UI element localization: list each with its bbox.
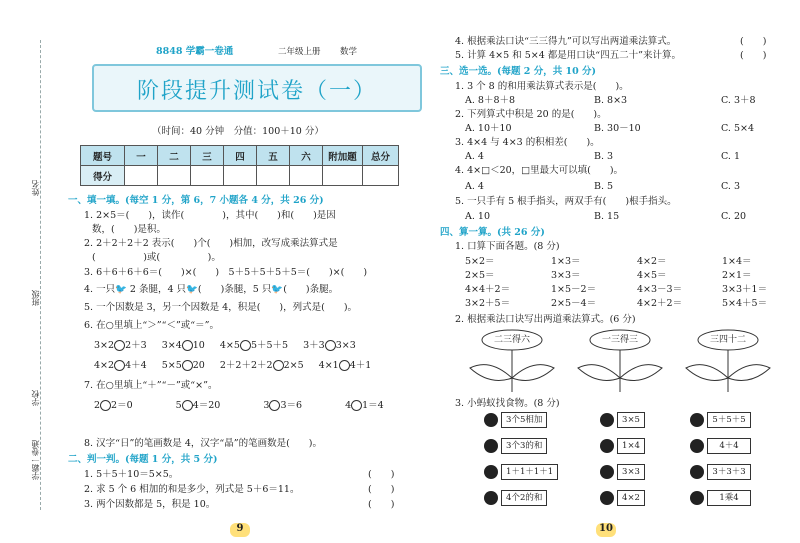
ant-icon: [690, 413, 704, 427]
page-header: [78, 42, 430, 64]
calc-item[interactable]: 1×4＝: [722, 256, 752, 267]
target-card[interactable]: [690, 490, 751, 506]
ant-card[interactable]: [484, 412, 547, 428]
score-cell[interactable]: [290, 166, 323, 186]
target-label: 1乘4: [707, 490, 751, 506]
calc-item[interactable]: 1×3＝: [551, 256, 581, 267]
operator-circle[interactable]: [100, 400, 111, 411]
margin-label-name: 姓名: [31, 180, 40, 196]
question-1-line-2: 数，( )是积。: [92, 224, 166, 235]
operator-circle[interactable]: [269, 400, 280, 411]
compare-circle[interactable]: [273, 360, 284, 371]
judge-2: 2. 求 5 个 6 相加的和是多少，列式是 5＋6＝11。: [84, 484, 300, 495]
table-header-cell: 二: [158, 146, 191, 166]
choice-5: 5. 一只手有 5 根手指头，两双手有( )根手指头。: [455, 196, 677, 207]
score-cell[interactable]: [191, 166, 224, 186]
question-1-line-1: 1. 2×5＝( )，读作( )，其中( )和( )是因: [84, 210, 336, 221]
score-cell[interactable]: [224, 166, 257, 186]
table-header-cell: 六: [290, 146, 323, 166]
table-header-cell: 附加题: [323, 146, 363, 166]
question-5: 5. 一个因数是 3，另一个因数是 4，积是( )，列式是( )。: [84, 302, 358, 313]
choice-4: 4. 4×□＜20，□里最大可以填( )。: [455, 165, 624, 176]
question-4: 4. 一只🐦 2 条腿，4 只🐦( )条腿，5 只🐦( )条腿。: [84, 284, 339, 295]
target-card[interactable]: [690, 438, 751, 454]
ant-label: 3个3的和: [501, 438, 547, 454]
judge-2-answer[interactable]: ( ): [368, 484, 395, 495]
ant-icon: [484, 413, 498, 427]
judge-5: 5. 计算 4×5 和 5×4 都是用口诀“四五二十”来计算。: [455, 50, 681, 61]
food-card[interactable]: [600, 464, 645, 480]
food-card[interactable]: [600, 412, 645, 428]
judge-4: 4. 根据乘法口诀“三三得九”可以写出两道乘法算式。: [455, 36, 677, 47]
section-2-title: 二、判一判。(每题 1 分，共 5 分): [68, 454, 218, 465]
compare-circle[interactable]: [114, 340, 125, 351]
calc-question-2: 2. 根据乘法口诀写出两道乘法算式。(6 分): [455, 314, 636, 325]
calc-item[interactable]: 3×2＋5＝: [465, 298, 511, 309]
calc-item[interactable]: 5×4＋5＝: [722, 298, 768, 309]
flower-1-label: 二三得六: [493, 335, 530, 345]
choice-3-opt-c[interactable]: C. 1: [721, 151, 741, 162]
food-label: 3×3: [617, 464, 645, 480]
margin-label-school: 学校: [31, 390, 40, 406]
judge-1-answer[interactable]: ( ): [368, 469, 395, 480]
choice-5-opt-a[interactable]: A. 10: [465, 211, 490, 222]
calc-item[interactable]: 4×4＋2＝: [465, 284, 511, 295]
question-2-line-2: ( )或( )。: [92, 252, 221, 263]
operator-circle[interactable]: [351, 400, 362, 411]
ant-label: 4个2的和: [501, 490, 547, 506]
question-7: 7. 在○里填上“＋”“－”或“×”。: [84, 380, 218, 391]
score-cell[interactable]: [125, 166, 158, 186]
grade-label: 二年级上册: [278, 47, 321, 57]
question-2-line-1: 2. 2＋2＋2＋2 表示( )个( )相加，改写成乘法算式是: [84, 238, 338, 249]
ant-icon: [600, 491, 614, 505]
ant-icon: [690, 491, 704, 505]
table-header-cell: 题号: [81, 146, 125, 166]
compare-row-2: 4×2 4＋4 5×5 20 2＋2＋2＋2 2×5 4×1 4＋1: [94, 360, 372, 371]
compare-circle[interactable]: [240, 340, 251, 351]
section-3-title: 三、选一选。(每题 2 分，共 10 分): [440, 66, 597, 77]
table-header-cell: 五: [257, 146, 290, 166]
question-3: 3. 6＋6＋6＋6＝( )×( ) 5＋5＋5＋5＋5＝( )×( ): [84, 267, 368, 278]
compare-circle[interactable]: [114, 360, 125, 371]
choice-2-opt-c[interactable]: C. 5×4: [721, 123, 755, 134]
section-1-title: 一、填一填。(每空 1 分，第 6，7 小题各 4 分，共 26 分): [68, 195, 324, 206]
judge-5-answer[interactable]: ( ): [740, 50, 767, 61]
ant-icon: [600, 439, 614, 453]
target-label: 5＋5＋5: [707, 412, 751, 428]
calc-item[interactable]: 4×2＋2＝: [637, 298, 683, 309]
calc-item[interactable]: 1×5－2＝: [551, 284, 597, 295]
page-number-right: 10: [596, 523, 616, 537]
compare-circle[interactable]: [182, 340, 193, 351]
subject-label: 数学: [340, 47, 358, 57]
judge-4-answer[interactable]: ( ): [740, 36, 767, 47]
calc-question-3: 3. 小蚂蚁找食物。(8 分): [455, 398, 560, 409]
judge-3-answer[interactable]: ( ): [368, 499, 395, 510]
food-card[interactable]: [600, 438, 645, 454]
compare-circle[interactable]: [339, 360, 350, 371]
question-8: 8. 汉字“日”的笔画数是 4，汉字“晶”的笔画数是( )。: [84, 438, 322, 449]
judge-1: 1. 5＋5＋10＝5×5。: [84, 469, 179, 480]
ant-icon: [484, 439, 498, 453]
score-cell[interactable]: [257, 166, 290, 186]
ant-card[interactable]: [484, 490, 547, 506]
calc-item[interactable]: 3×3＋1＝: [722, 284, 768, 295]
food-label: 4×2: [617, 490, 645, 506]
score-cell[interactable]: [363, 166, 399, 186]
calc-item[interactable]: 2×5＝: [465, 270, 495, 281]
choice-3-opt-b[interactable]: B. 3: [594, 151, 614, 162]
food-label: 1×4: [617, 438, 645, 454]
time-info: （时间：40 分钟 分值：100＋10 分）: [152, 126, 324, 137]
table-header-cell: 一: [125, 146, 158, 166]
calc-item[interactable]: 5×2＝: [465, 256, 495, 267]
calc-item[interactable]: 4×5＝: [637, 270, 667, 281]
calc-item[interactable]: 2×5－4＝: [551, 298, 597, 309]
margin-label-brand: 学霸一卷通: [31, 440, 40, 480]
choice-1: 1. 3 个 8 的和用乘法算式表示是( )。: [455, 81, 629, 92]
target-card[interactable]: [690, 412, 751, 428]
ant-card[interactable]: [484, 438, 547, 454]
margin-label-class: 班级: [31, 290, 40, 306]
choice-1-opt-b[interactable]: B. 8×3: [594, 95, 628, 106]
brand-name: 8848 学霸一卷通: [156, 46, 234, 57]
ant-label: 1＋1＋1＋1: [501, 464, 558, 480]
compare-circle[interactable]: [182, 360, 193, 371]
binding-margin: [0, 0, 62, 543]
compare-circle[interactable]: [325, 340, 336, 351]
choice-4-opt-b[interactable]: B. 5: [594, 181, 614, 192]
calc-item[interactable]: 4×3－3＝: [637, 284, 683, 295]
section-4-title: 四、算一算。(共 26 分): [440, 227, 545, 238]
operator-row: 2 2＝0 5 4＝20 3 3＝6 4 1＝4: [94, 400, 384, 411]
choice-4-opt-a[interactable]: A. 4: [465, 181, 484, 192]
judge-3: 3. 两个因数都是 5，积是 10。: [84, 499, 216, 510]
ant-card[interactable]: [484, 464, 558, 480]
choice-3-opt-a[interactable]: A. 4: [465, 151, 484, 162]
ant-icon: [484, 465, 498, 479]
score-cell[interactable]: [158, 166, 191, 186]
flower-3-label: 三四十二: [709, 335, 746, 345]
score-table: [80, 145, 399, 186]
choice-5-opt-b[interactable]: B. 15: [594, 211, 620, 222]
choice-2: 2. 下列算式中积是 20 的是( )。: [455, 109, 607, 120]
ant-icon: [484, 491, 498, 505]
choice-1-opt-a[interactable]: A. 8＋8＋8: [465, 95, 516, 106]
ant-icon: [690, 439, 704, 453]
compare-row-1: 3×2 2＋3 3×4 10 4×5 5＋5＋5 3＋3 3×3: [94, 340, 356, 351]
table-row-label: 得分: [81, 166, 125, 186]
calc-question-1: 1. 口算下面各题。(8 分): [455, 241, 560, 252]
table-header-cell: 总分: [363, 146, 399, 166]
ant-icon: [690, 465, 704, 479]
question-6: 6. 在○里填上“＞”“＜”或“＝”。: [84, 320, 220, 331]
food-label: 3×5: [617, 412, 645, 428]
calc-item[interactable]: 4×2＝: [637, 256, 667, 267]
choice-3: 3. 4×4 与 4×3 的积相差( )。: [455, 137, 600, 148]
target-card[interactable]: [690, 464, 751, 480]
calc-item[interactable]: 2×1＝: [722, 270, 752, 281]
target-label: 4＋4: [707, 438, 751, 454]
target-label: 3＋3＋3: [707, 464, 751, 480]
table-header-cell: 四: [224, 146, 257, 166]
choice-5-opt-c[interactable]: C. 20: [721, 211, 747, 222]
ant-label: 3个5相加: [501, 412, 547, 428]
flower-2-label: 一三得三: [601, 335, 638, 345]
ant-icon: [600, 465, 614, 479]
operator-circle[interactable]: [182, 400, 193, 411]
choice-2-opt-a[interactable]: A. 10＋10: [465, 123, 512, 134]
page-number-left: 9: [230, 523, 250, 537]
table-header-cell: 三: [191, 146, 224, 166]
title-banner: [92, 64, 422, 112]
page-title: 阶段提升测试卷（一）: [136, 79, 377, 104]
calc-item[interactable]: 3×3＝: [551, 270, 581, 281]
choice-2-opt-b[interactable]: B. 30－10: [594, 123, 641, 134]
choice-4-opt-c[interactable]: C. 3: [721, 181, 741, 192]
score-cell[interactable]: [323, 166, 363, 186]
ant-icon: [600, 413, 614, 427]
food-card[interactable]: [600, 490, 645, 506]
choice-1-opt-c[interactable]: C. 3＋8: [721, 95, 756, 106]
